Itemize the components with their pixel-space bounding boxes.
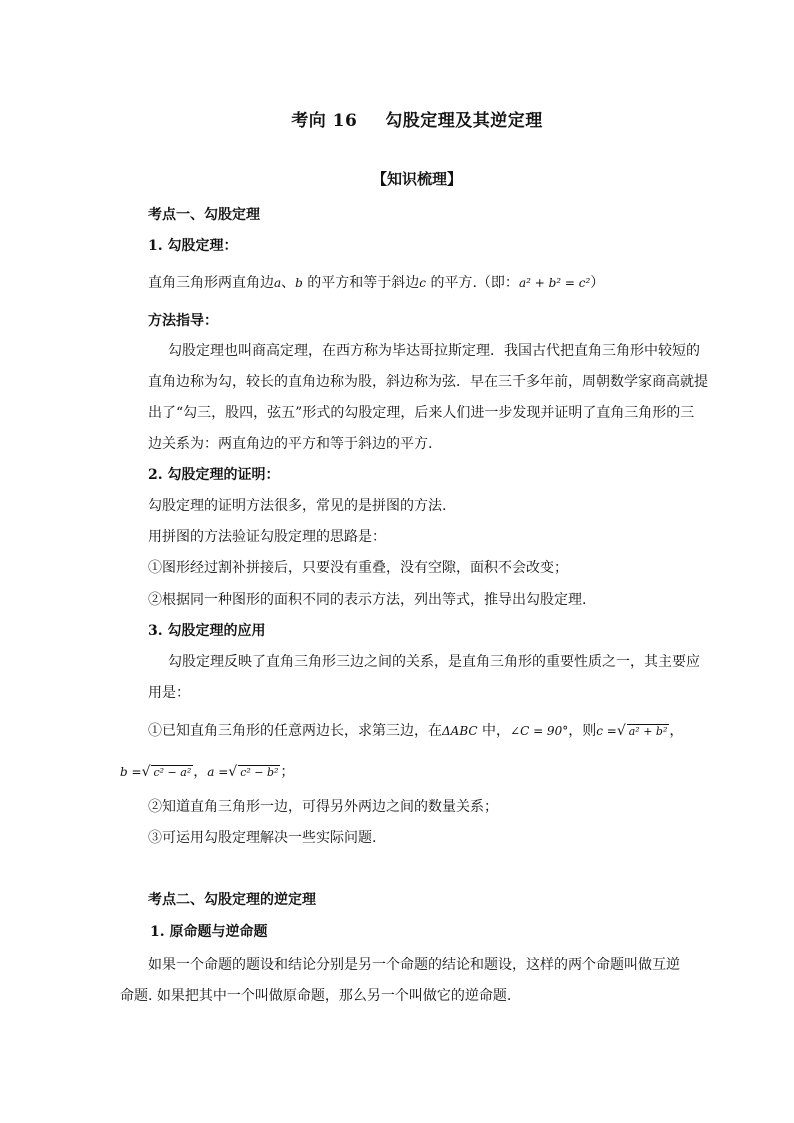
sqrt-icon: √ xyxy=(228,764,238,780)
theorem-text-b: 的平方和等于斜边 xyxy=(302,275,420,291)
s2-line-3: ①图形经过割补拼接后，只要没有重叠，没有空隙，面积不会改变； xyxy=(148,560,568,576)
theorem-sep: 、 xyxy=(281,275,296,291)
c-radicand: a² + b² xyxy=(628,725,668,738)
var-a: a xyxy=(274,276,282,290)
s2-line-4: ②根据同一种图形的面积不同的表示方法，列出等式，推导出勾股定理. xyxy=(148,592,587,608)
section-header: 【知识梳理】 xyxy=(371,170,462,188)
application-2: ②知道直角三角形一边，可得另外两边之间的数量关系； xyxy=(148,799,498,815)
method-title: 方法指导： xyxy=(148,313,218,329)
app1-text-a: ①已知直角三角形的任意两边长，求第三边，在 xyxy=(148,723,442,739)
method-line-3: 出了“勾三，股四，弦五”形式的勾股定理，后来人们进一步发现并证明了直角三角形的三 xyxy=(148,405,695,421)
app1-comma: ， xyxy=(669,723,684,739)
app1-mid: ， xyxy=(193,764,208,780)
theorem-text-d: ） xyxy=(590,275,605,291)
application-1 xyxy=(148,721,683,741)
app1-text-b: 中， xyxy=(477,723,511,739)
s2-title: 2. 勾股定理的证明： xyxy=(148,467,280,483)
var-c: c xyxy=(419,276,427,290)
s3-line-1: 勾股定理反映了直角三角形三边之间的关系，是直角三角形的重要性质之一，其主要应 xyxy=(168,654,700,670)
title-main: 考向 16 xyxy=(291,111,358,131)
k2-s1-title: 1. 原命题与逆命题 xyxy=(150,924,268,940)
app1-text-c: ，则 xyxy=(568,723,597,739)
s2-line-2: 用拼图的方法验证勾股定理的思路是： xyxy=(148,529,386,545)
s2-line-1: 勾股定理的证明方法很多，常见的是拼图的方法. xyxy=(148,498,447,514)
theorem-text-a: 直角三角形两直角边 xyxy=(148,275,274,291)
page-title xyxy=(0,106,794,131)
app1-end: ； xyxy=(280,764,295,780)
title-sub: 勾股定理及其逆定理 xyxy=(385,111,543,131)
a-radicand: c² − b² xyxy=(240,766,279,779)
method-line-2: 直角边称为勾，较长的直角边称为股，斜边称为弦．早在三千多年前，周朝数学家商高就提 xyxy=(148,374,708,390)
sqrt-icon: √ xyxy=(141,764,151,780)
kaodian1-heading: 考点一、勾股定理 xyxy=(148,207,260,223)
triangle-abc: ΔABC xyxy=(442,724,478,738)
method-line-4: 边关系为：两直角边的平方和等于斜边的平方. xyxy=(148,436,433,452)
method-line-1: 勾股定理也叫商高定理，在西方称为毕达哥拉斯定理．我国古代把直角三角形中较短的 xyxy=(168,343,700,359)
theorem-statement xyxy=(148,273,604,293)
application-3: ③可运用勾股定理解决一些实际问题. xyxy=(148,830,377,846)
sqrt-icon: √ xyxy=(616,723,626,739)
k2-line-2: 命题. 如果把其中一个叫做原命题，那么另一个叫做它的逆命题. xyxy=(120,988,512,1004)
s1-title: 1. 勾股定理： xyxy=(148,238,238,254)
s3-line-2: 用是： xyxy=(148,685,190,701)
k2-line-1: 如果一个命题的题设和结论分别是另一个命题的结论和题设，这样的两个命题叫做互逆 xyxy=(148,957,680,973)
pythagoras-formula: a² + b² = c² xyxy=(518,276,591,290)
c-equals: c = xyxy=(596,724,617,738)
var-b: b xyxy=(295,276,303,290)
b-radicand: c² − a² xyxy=(153,766,192,779)
b-equals: b = xyxy=(120,765,142,779)
angle-c: ∠C = 90° xyxy=(510,724,569,738)
application-1-cont xyxy=(120,762,294,782)
s3-title: 3. 勾股定理的应用 xyxy=(148,623,266,639)
theorem-text-c: 的平方.（即： xyxy=(426,275,519,291)
a-equals: a = xyxy=(207,765,229,779)
kaodian2-heading: 考点二、勾股定理的逆定理 xyxy=(148,892,316,908)
